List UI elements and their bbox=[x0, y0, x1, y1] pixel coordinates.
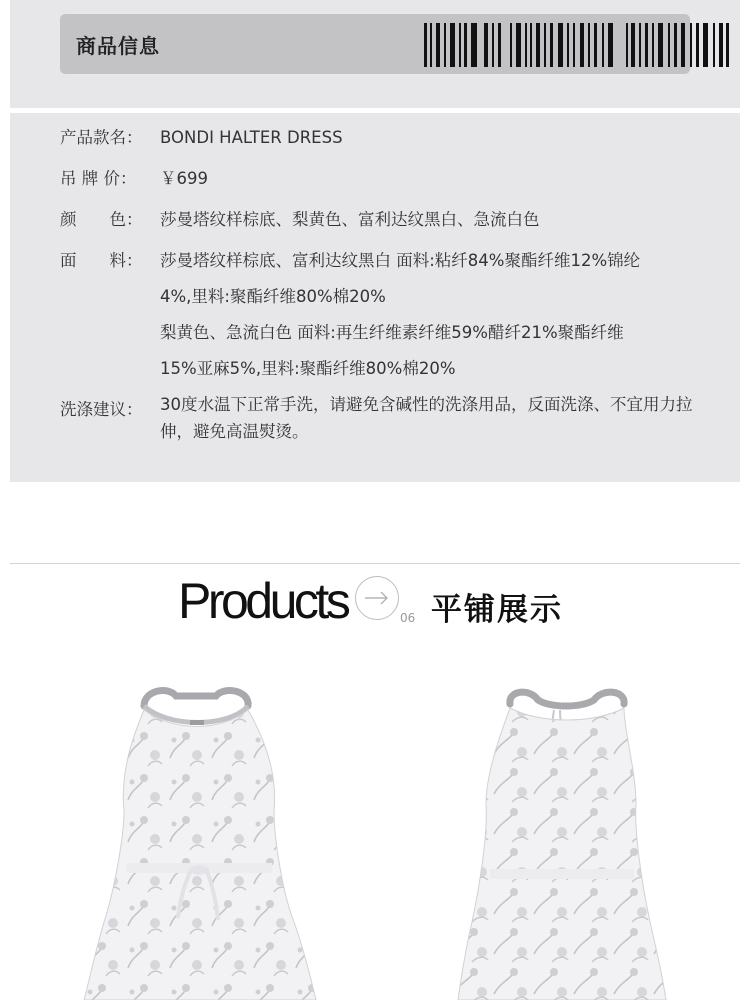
section-title-en: Products bbox=[178, 573, 348, 629]
fabric-line-2: 4%,里料:聚酯纤维80%棉20% bbox=[160, 287, 386, 306]
panel-divider bbox=[10, 108, 740, 113]
info-header-title: 商品信息 bbox=[76, 34, 160, 58]
row-wash bbox=[60, 392, 160, 428]
color-label: 颜 色： bbox=[60, 210, 143, 229]
row-tag-price bbox=[60, 161, 208, 197]
arrow-right-circle-icon bbox=[354, 575, 400, 621]
row-product-name bbox=[60, 120, 343, 156]
wash-value: 30度水温下正常手洗，请避免含碱性的洗涤用品，反面洗涤、不宜用力拉伸，避免高温熨烫。 bbox=[160, 395, 693, 441]
section-title-cn: 平铺展示 bbox=[431, 592, 563, 628]
row-color bbox=[60, 202, 540, 238]
fabric-label: 面 料： bbox=[60, 251, 143, 270]
dress-front-image bbox=[80, 686, 320, 1000]
product-info-panel bbox=[10, 0, 740, 482]
info-header bbox=[60, 14, 690, 74]
product-name-label: 产品款名： bbox=[60, 128, 143, 147]
color-value: 莎曼塔纹样棕底、梨黄色、富利达纹黑白、急流白色 bbox=[160, 210, 540, 229]
barcode-icon bbox=[424, 23, 730, 67]
dress-back-image bbox=[450, 686, 690, 1000]
wash-label: 洗涤建议： bbox=[60, 400, 143, 419]
fabric-line-1: 莎曼塔纹样棕底、富利达纹黑白 面料:粘纤84%聚酯纤维12%锦纶 bbox=[160, 251, 641, 270]
product-name-value: BONDI HALTER DRESS bbox=[160, 128, 343, 147]
section-divider bbox=[10, 563, 740, 564]
tag-price-label: 吊 牌 价： bbox=[60, 169, 137, 188]
fabric-line-3: 梨黄色、急流白色 面料:再生纤维素纤维59%醋纤21%聚酯纤维 bbox=[160, 323, 624, 342]
section-number: 06 bbox=[400, 611, 416, 625]
row-fabric bbox=[60, 243, 641, 279]
tag-price-value: ￥699 bbox=[160, 169, 208, 188]
fabric-line-4: 15%亚麻5%,里料:聚酯纤维80%棉20% bbox=[160, 359, 456, 378]
